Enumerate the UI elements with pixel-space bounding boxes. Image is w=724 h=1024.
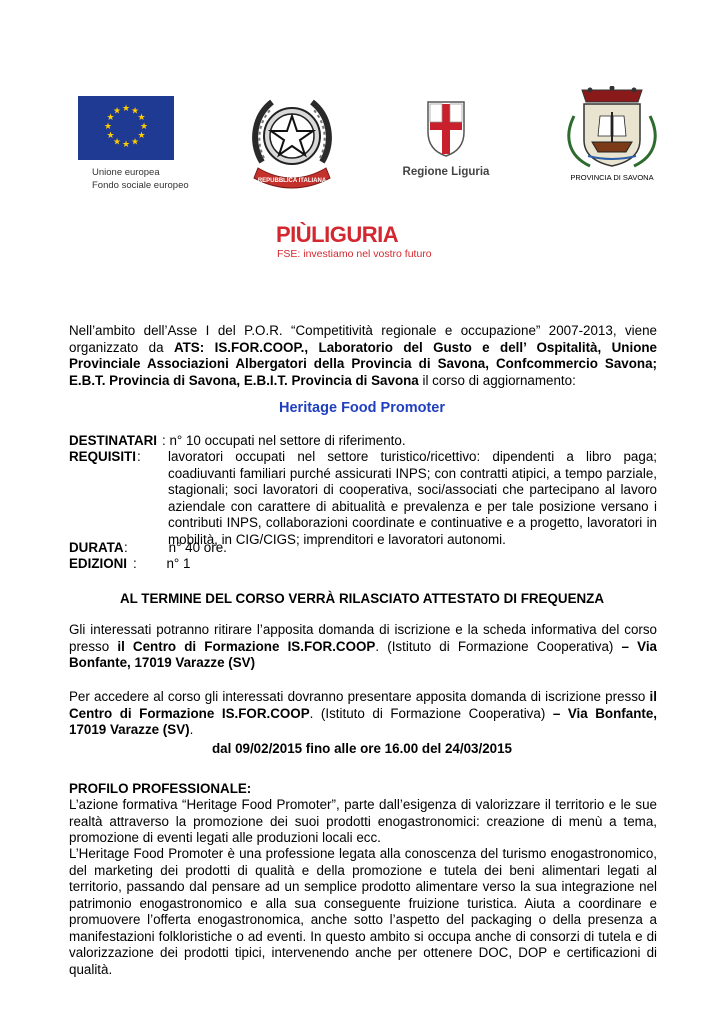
profilo-paragraph-1: L’azione formativa “Heritage Food Promoter”, parte dall’esigenza di valorizzare il territorio e le sue realtà attraverso la promozione dei suoi prodotti enogastronomici: creazione di menù a tema, promozione di eventi legati alle produzioni locali ecc. — [69, 797, 657, 845]
edizioni-label: EDIZIONI — [69, 556, 128, 571]
svg-text:★: ★ — [130, 137, 140, 148]
profilo-heading: PROFILO PROFESSIONALE: — [69, 781, 252, 796]
svg-text:★: ★ — [130, 106, 140, 117]
eu-flag — [78, 96, 174, 160]
intro-text-2: il corso di aggiornamento: — [418, 372, 576, 388]
ritiro-text-1: Gli interessati potranno ritirare l’apposita domanda di iscrizione e la scheda informativa del corso presso — [69, 622, 657, 654]
requisiti-value: lavoratori occupati nel settore turistico/ricettivo: dipendenti a libro paga; coadiuvanti familiari purché assicurati INPS; con contratti atipici, a tempo parziale, stagionali; soci lavoratori di cooperativa, soci/associati che partecipano al lavoro aziendale con carattere di abitualità e prevalenza e per tale posizione versano i contributi INPS, collaborazioni coordinate e continuative e a progetto, lavoratori in mobilità, in CIG/CIGS; imprenditori e lavoratori autonomi. — [168, 449, 657, 547]
piuliguria-title: PIÙLIGURIA — [276, 222, 399, 247]
regione-liguria-logo — [386, 98, 506, 184]
profilo-paragraph-2: L’Heritage Food Promoter è una professione legata alla conoscenza del turismo enogastronomico, del marketing dei prodotti di qualità e della promozione e tutela dei beni alimentari legati al territorio, passando dal pensare ad un semplice prodotto alimentare verso la sua integrazione nel patrimonio enogastronomico e alla sua conseguente fruizione turistica. Aiuta a coordinare e promuovere l’offerta enogastronomica, anche sotto l’aspetto del packaging o della presenza a manifestazioni folkloristiche o ad eventi. In questo ambito si occupa anche di consorzi di tutela e di valorizzazione dei prodotti tipici, intervenendo anche per ottenere DOC, DOP e certificazioni di qualità. — [69, 846, 657, 977]
durata-value: : n° 40 ore. — [124, 540, 227, 555]
destinatari-label: DESTINATARI — [69, 433, 158, 448]
course-title: Heritage Food Promoter — [279, 400, 445, 416]
savona-label: PROVINCIA DI SAVONA — [570, 173, 654, 182]
intro-paragraph — [69, 323, 657, 389]
edizioni-value: : n° 1 — [133, 556, 191, 571]
ritiro-text-2: . (Istituto di Formazione Cooperativa) — [375, 638, 622, 654]
svg-text:★: ★ — [121, 140, 131, 150]
italian-republic-emblem — [248, 92, 336, 196]
requisiti-colon: : — [137, 449, 141, 464]
destinatari-value: : n° 10 occupati nel settore di riferimento. — [162, 433, 406, 448]
liguria-shield-icon — [386, 98, 506, 162]
accesso-paragraph — [69, 689, 657, 739]
eu-label-line2: Fondo sociale europeo — [92, 180, 189, 191]
provincia-savona-logo — [550, 86, 674, 186]
emblem-ribbon-text: REPUBBLICA ITALIANA — [257, 178, 327, 184]
accesso-text-3: . — [189, 722, 194, 737]
intro-organizers: ATS: IS.FOR.COOP., Laboratorio del Gusto e dell’ Ospitalità, Unione Provinciale Associazioni Albergatori della Provincia di Savona, Confcommercio Savona; E.B.T. Provincia di Savona, E.B.I.T. Provincia di Savona — [69, 339, 657, 388]
svg-text:★: ★ — [121, 104, 131, 114]
intro-text-1: Nell’ambito dell’Asse I del P.O.R. “Competitività regionale e occupazione” 2007-2013, viene organizzato da — [69, 323, 657, 355]
ritiro-centro: il Centro di Formazione IS.FOR.COOP — [117, 638, 376, 654]
accesso-text-1: Per accedere al corso gli interessati dovranno presentare apposita domanda di iscrizione presso — [69, 689, 650, 704]
accesso-centro: il Centro di Formazione IS.FOR.COOP — [69, 689, 657, 721]
svg-text:★: ★ — [106, 113, 115, 123]
requisiti-label: REQUISITI — [69, 449, 136, 464]
svg-text:★: ★ — [112, 137, 122, 148]
piuliguria-subtitle: FSE: investiamo nel vostro futuro — [277, 248, 432, 260]
eu-stars-icon — [78, 96, 174, 160]
course-details — [0, 433, 724, 573]
svg-text:★: ★ — [103, 122, 113, 132]
svg-text:★: ★ — [137, 113, 146, 123]
emblem-icon — [248, 92, 336, 196]
attestato-notice: AL TERMINE DEL CORSO VERRÀ RILASCIATO ATTESTATO DI FREQUENZA — [119, 591, 605, 606]
ritiro-paragraph — [69, 622, 657, 672]
accesso-text-2: . (Istituto di Formazione Cooperativa) — [309, 705, 553, 721]
accesso-address: – Via Bonfante, 17019 Varazze (SV) — [69, 705, 657, 737]
scadenza-dates: dal 09/02/2015 fino alle ore 16.00 del 24/03/2015 — [212, 741, 512, 756]
ritiro-address: – Via Bonfante, 17019 Varazze (SV) — [69, 638, 658, 670]
svg-text:★: ★ — [139, 122, 149, 132]
savona-coat-of-arms-icon — [550, 86, 674, 172]
eu-logo — [78, 96, 189, 196]
svg-text:★: ★ — [137, 131, 146, 141]
eu-label-line1: Unione europea — [92, 167, 160, 178]
liguria-label: Regione Liguria — [402, 166, 490, 178]
svg-text:★: ★ — [106, 131, 115, 141]
piuliguria-logo — [276, 222, 456, 262]
durata-label: DURATA — [69, 540, 124, 555]
svg-text:★: ★ — [112, 106, 122, 117]
